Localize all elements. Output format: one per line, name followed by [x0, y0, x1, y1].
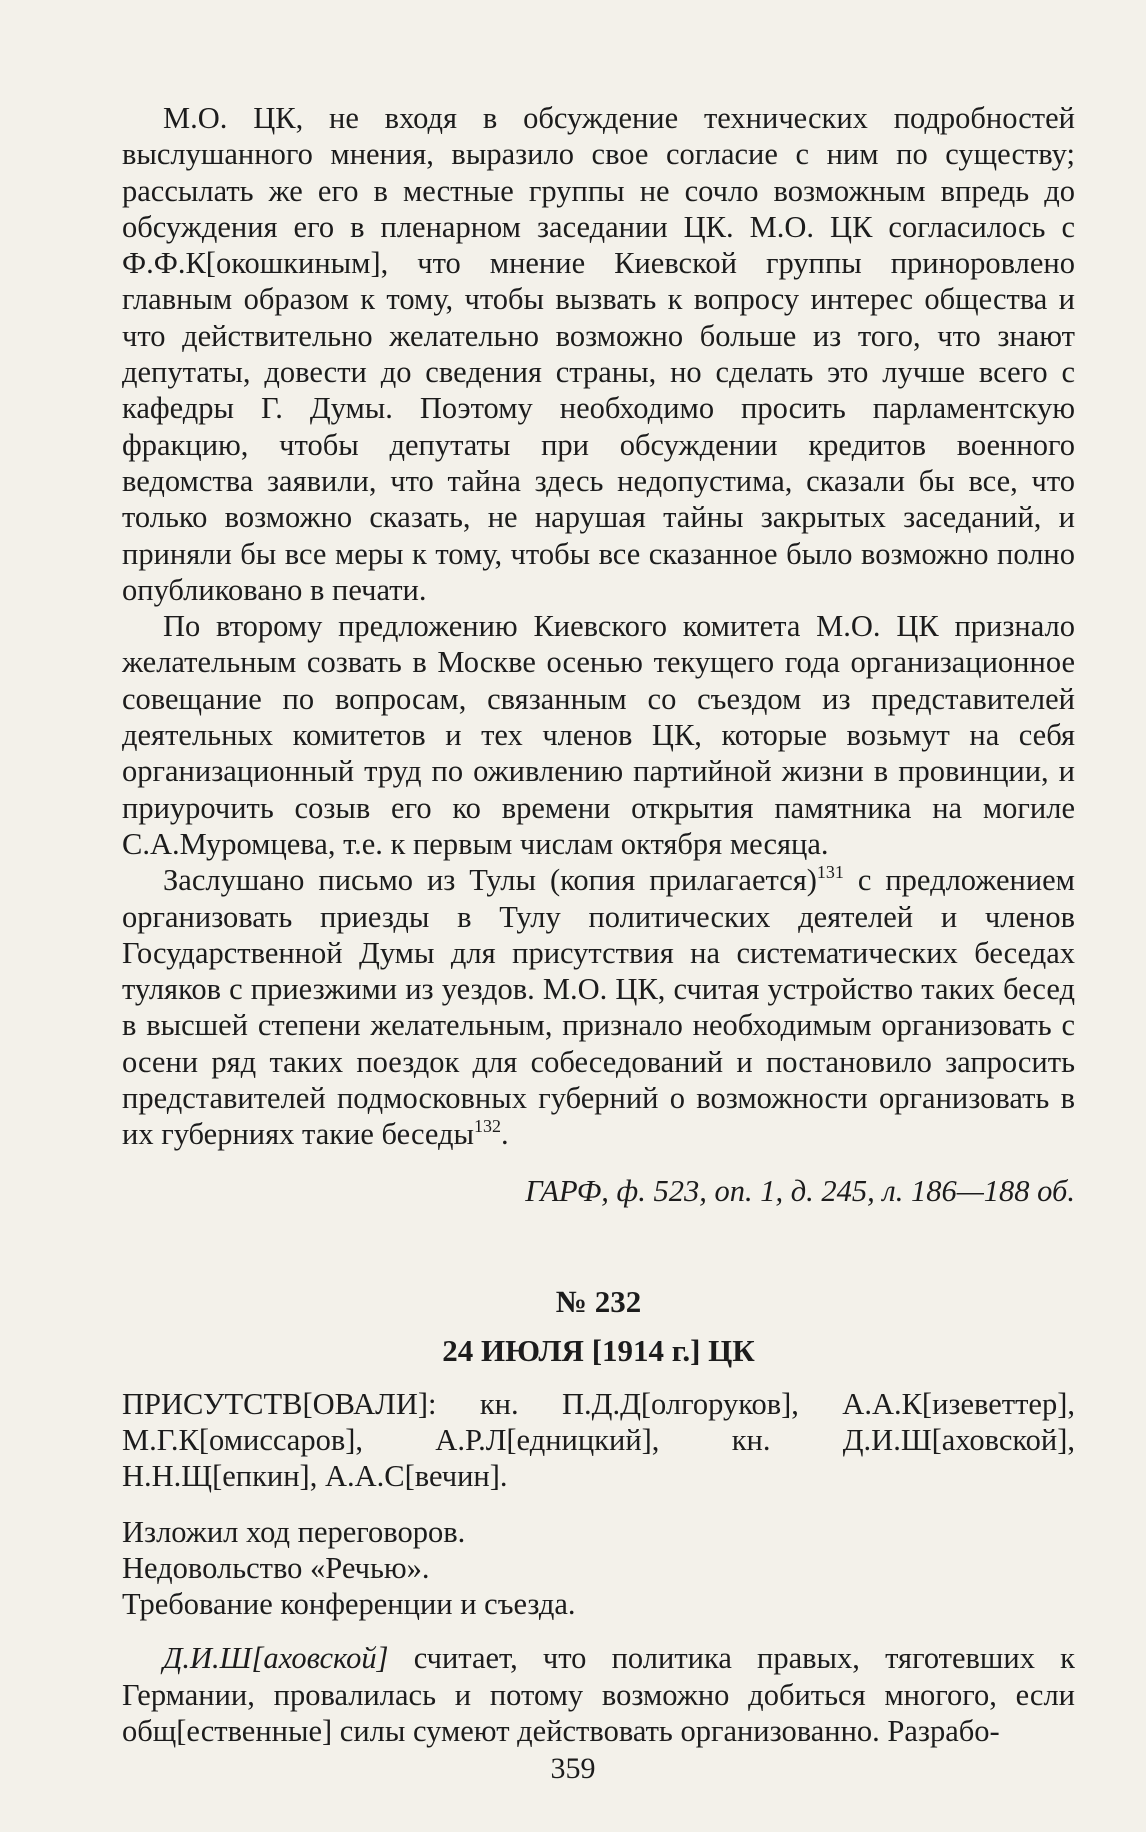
page-number: 359 [550, 1752, 596, 1785]
note-line-1: Изложил ход переговоров. [122, 1514, 466, 1549]
document-date: 24 ИЮЛЯ [1914 г.] ЦК [442, 1332, 755, 1368]
archive-source: ГАРФ, ф. 523, оп. 1, д. 245, л. 186—188 об. [525, 1173, 1075, 1208]
footnote-ref-132[interactable]: 132 [474, 1116, 502, 1137]
paragraph-2: По второму предложению Киевского комитета М.О. ЦК признало желательным созвать в Москве осенью текущего года организационное совещание по вопросам, связанным со съездом из представителей деятельных комитетов и тех членов ЦК, которые возьмут на себя организационный труд по оживлению партийной жизни в провинции, и приурочить созыв его ко времени открытия памятника на могиле С.А.Муромцева, т.е. к первым числам октября месяца. [122, 609, 1075, 861]
paragraph-3-start: Заслушано письмо из Тулы (копия прилагается) [163, 863, 817, 898]
document-number: № 232 [555, 1283, 642, 1319]
speaker-paragraph [122, 1640, 1075, 1749]
attendees: ПРИСУТСТВ[ОВАЛИ]: кн. П.Д.Д[олгоруков], А.А.К[изеветтер], М.Г.К[омиссаров], А.Р.Л[едницкий], кн. Д.И.Ш[аховской], Н.Н.Щ[епкин], А.А.С[вечин]. [122, 1386, 1075, 1494]
paragraph-3-end: . [501, 1117, 509, 1152]
page-body [122, 100, 1075, 1749]
paragraph-1: М.О. ЦК, не входя в обсуждение технических подробностей выслушанного мнения, выразило свое согласие с ним по существу; рассылать же его в местные группы не сочло возможным впредь до обсуждения его в пленарном заседании ЦК. М.О. ЦК согласилось с Ф.Ф.К[окошкиным], что мнение Киевской группы приноровлено главным образом к тому, чтобы вызвать к вопросу интерес общества и что действительно желательно возможно больше из того, что знают депутаты, довести до сведения страны, но сделать это лучше всего с кафедры Г. Думы. Поэтому необходимо просить парламентскую фракцию, чтобы депутаты при обсуждении кредитов военного ведомства заявили, что тайна здесь недопустима, сказали бы все, что только возможно сказать, не нарушая тайны закрытых заседаний, и приняли бы все меры к тому, чтобы все сказанное было возможно полно опубликовано в печати. [122, 101, 1075, 607]
speaker-text: считает, что политика правых, тяготевших к Германии, провалилась и потому возможно добиться многого, если общ[ественные] силы сумеют действовать организованно. Разрабо- [122, 1641, 1075, 1748]
paragraph-3 [122, 862, 1075, 1152]
footnote-ref-131[interactable]: 131 [816, 862, 844, 883]
note-line-3: Требование конференции и съезда. [122, 1587, 576, 1622]
paragraph-3-body: с предложением организовать приезды в Тулу политических деятелей и членов Государственной Думы для присутствия на систематических беседах туляков с приезжими из уездов. М.О. ЦК, считая устройство таких бесед в высшей степени желательным, признало необходимым организовать с осени ряд таких поездок для собеседований и постановило запросить представителей подмосковных губерний о возможности организовать в их губерниях такие беседы [122, 863, 1075, 1152]
note-line-2: Недовольство «Речью». [122, 1550, 430, 1585]
speaker-name: Д.И.Ш[аховской] [163, 1641, 389, 1676]
